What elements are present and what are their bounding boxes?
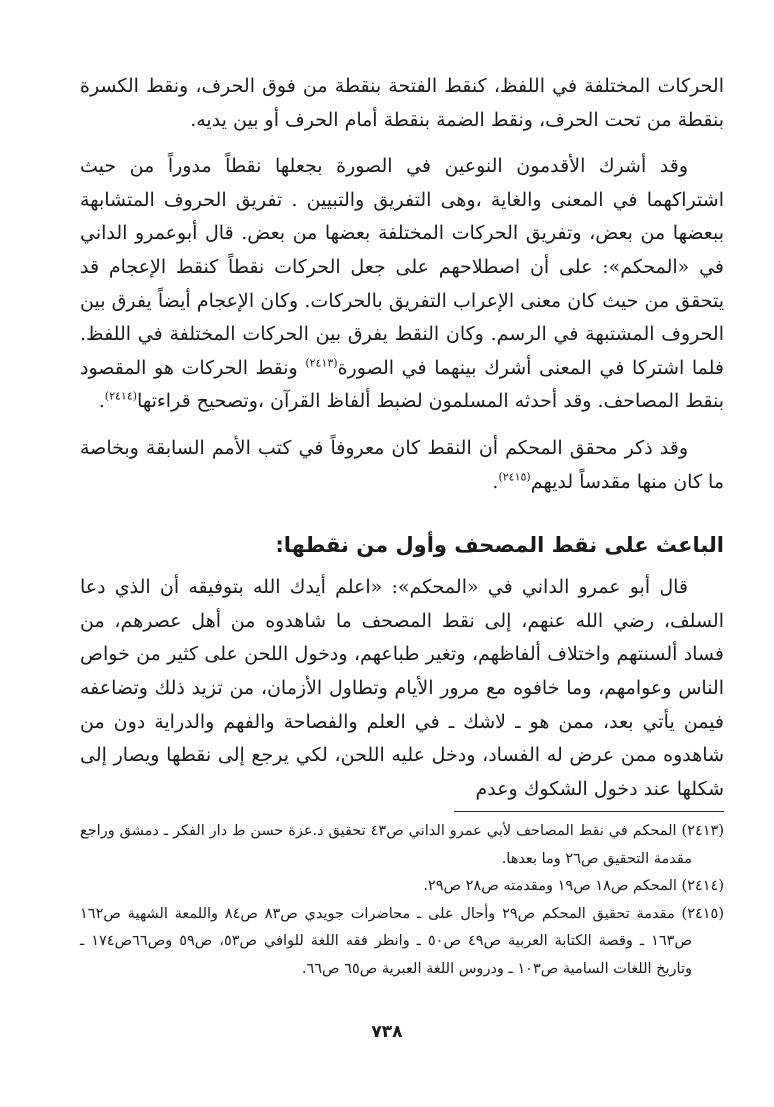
paragraph-4-text: قال أبو عمرو الداني في «المحكم»: «اعلم أيدك الله بتوفيقه أن الذي دعا السلف، رضي الله عنهم، إلى نقط المصحف ما شاهدوه من أهل عصرهم، من فساد ألسنتهم واختلاف ألفاظهم، وتغير طباعهم، ودخول اللحن على كثير من خواص الناس وعوامهم، وما خافوه مع مرور الأيام وتطاول الأزمان، من تزيد ذلك وتضاعفه فيمن يأتي بعد، ممن هو ـ لاشك ـ في العلم والفصاحة والفهم والدراية دون من شاهدوه ممن عرض له الفساد، ودخل عليه اللحن، لكي يرجع إلى نقطها ويصار إلى شكلها عند دخول الشكوك وعدم: [80, 576, 724, 800]
section-heading: الباعث على نقط المصحف وأول من نقطها:: [275, 533, 724, 558]
footnote-separator: [454, 811, 724, 812]
paragraph-3-end: .: [492, 470, 499, 493]
paragraph-2: [80, 150, 724, 419]
paragraph-3-text: وقد ذكر محقق المحكم أن النقط كان معروفاً في كتب الأمم السابقة وبخاصة ما كان منها مقدساً لديهم: [80, 436, 724, 493]
footnotes: [80, 818, 724, 983]
paragraph-4: [80, 571, 724, 806]
paragraph-1-text: الحركات المختلفة في اللفظ، كنقط الفتحة بنقطة من فوق الحرف، ونقط الكسرة بنقطة من تحت الحرف، ونقط الضمة بنقطة أمام الحرف أو بين يديه.: [80, 75, 724, 131]
paragraph-2-end: .: [98, 390, 105, 413]
page-body: [80, 70, 724, 806]
paragraph-3: [80, 432, 724, 499]
footnote-ref-2414[interactable]: (٢٤١٤): [104, 390, 138, 404]
footnote-2413: (٢٤١٣) المحكم في نقط المصاحف لأبي عمرو الداني ص٤٣ تحقيق د.عزة حسن ط دار الفكر ـ دمشق وراجع مقدمة التحقيق ص٢٦ وما بعدها.: [80, 823, 724, 867]
paragraph-2-text-b: ونقط الحركات هو المقصود بنقط المصاحف. وقد أحدثه المسلمون لضبط ألفاظ القرآن ،وتصحيح قراءتها: [80, 356, 724, 413]
footnote-ref-2413[interactable]: (٢٤١٣): [305, 356, 338, 370]
paragraph-1: [80, 70, 724, 137]
footnote-ref-2415[interactable]: (٢٤١٥): [498, 470, 531, 484]
footnote-2415: (٢٤١٥) مقدمة تحقيق المحكم ص٢٩ وأحال على ـ محاضرات جويدي ص٨٣ ص٨٤ واللمعة الشهية ص١٦٢ ص١٦٣ ـ وقصة الكتابة العربية ص٤٩ ص٥٠ ـ وانظر فقه اللغة للوافي ص٥٣، ص٥٩ وص٦٦ص١٧٤ ـ وتاريخ اللغات السامية ص١٠٣ ـ ودروس اللغة العبرية ص٦٥ ص٦٦.: [80, 905, 725, 977]
footnote-2414: (٢٤١٤) المحكم ص١٨ ص١٩ ومقدمته ص٢٨ ص٢٩.: [423, 878, 724, 894]
page-number: ٧٣٨: [371, 1022, 403, 1042]
paragraph-2-text-a: وقد أشرك الأقدمون النوعين في الصورة بجعلها نقطاً مدوراً من حيث اشتراكهما في المعنى والغاية ،وهى التفريق والتبيين . تفريق الحروف المتشابهة ببعضها من بعض، وتفريق الحركات المختلفة بعضها من بعض. قال أبوعمرو الداني في «المحكم»: على أن اصطلاحهم على جعل الحركات نقطاً كنقط الإعجام قد يتحقق من حيث كان معنى الإعراب التفريق بالحركات. وكان الإعجام أيضاً يفرق بين الحروف المشتبهة في الرسم. وكان النقط يفرق بين الحركات المختلفة في اللفظ. فلما اشتركا في المعنى أشرك بينهما في الصورة: [80, 155, 724, 379]
